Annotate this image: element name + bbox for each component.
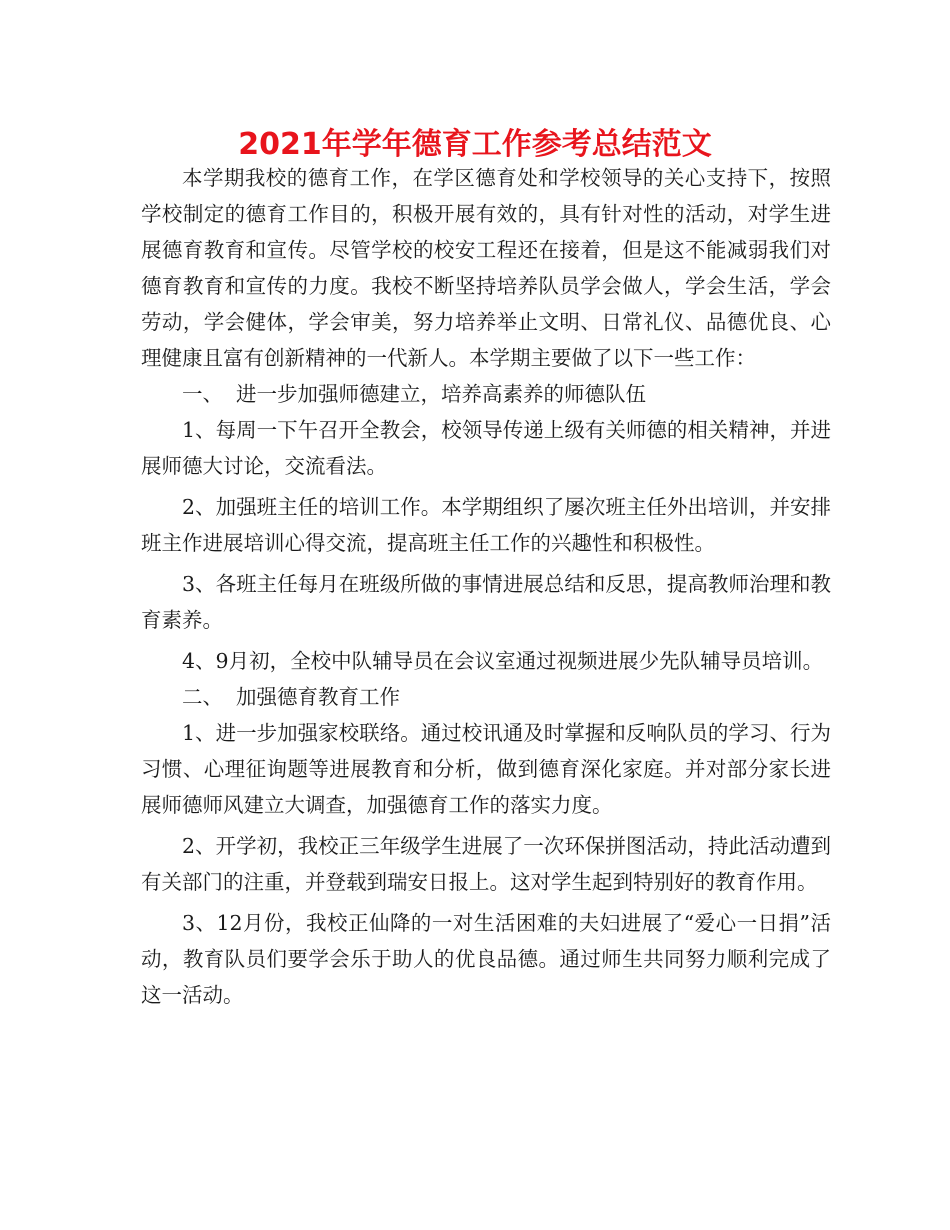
- list-item: 2、开学初，我校正三年级学生进展了一次环保拼图活动，持此活动遭到有关部门的注重，并登载到瑞安日报上。这对学生起到特别好的教育作用。: [141, 834, 831, 894]
- document-title: 2021年学年德育工作参考总结范文: [238, 127, 712, 162]
- section-heading-1: 一、 进一步加强师德建立，培养高素养的师德队伍: [182, 382, 647, 406]
- list-item: 1、每周一下午召开全教会，校领导传递上级有关师德的相关精神，并进展师德大讨论，交流看法。: [141, 418, 831, 478]
- intro-paragraph: 本学期我校的德育工作，在学区德育处和学校领导的关心支持下，按照学校制定的德育工作目的，积极开展有效的，具有针对性的活动，对学生进展德育教育和宣传。尽管学校的校安工程还在接着，但是这不能减弱我们对德育教育和宣传的力度。我校不断坚持培养队员学会做人，学会生活，学会劳动，学会健体，学会审美，努力培养举止文明、日常礼仪、品德优良、心理健康且富有创新精神的一代新人。本学期主要做了以下一些工作：: [141, 166, 831, 370]
- section-heading-2: 二、 加强德育教育工作: [182, 685, 401, 709]
- list-item: 4、9月初，全校中队辅导员在会议室通过视频进展少先队辅导员培训。: [182, 649, 824, 673]
- list-item: 3、12月份，我校正仙降的一对生活困难的夫妇进展了“爱心一日捐”活动，教育队员们要学会乐于助人的优良品德。通过师生共同努力顺利完成了这一活动。: [141, 911, 831, 1007]
- list-item: 3、各班主任每月在班级所做的事情进展总结和反思，提高教师治理和教育素养。: [141, 572, 831, 632]
- list-item: 2、加强班主任的培训工作。本学期组织了屡次班主任外出培训，并安排班主作进展培训心得交流，提高班主任工作的兴趣性和积极性。: [141, 495, 831, 555]
- list-item: 1、进一步加强家校联络。通过校讯通及时掌握和反响队员的学习、行为习惯、心理征询题等进展教育和分析，做到德育深化家庭。并对部分家长进展师德师风建立大调查，加强德育工作的落实力度。: [141, 721, 831, 817]
- document-body: [141, 160, 831, 1018]
